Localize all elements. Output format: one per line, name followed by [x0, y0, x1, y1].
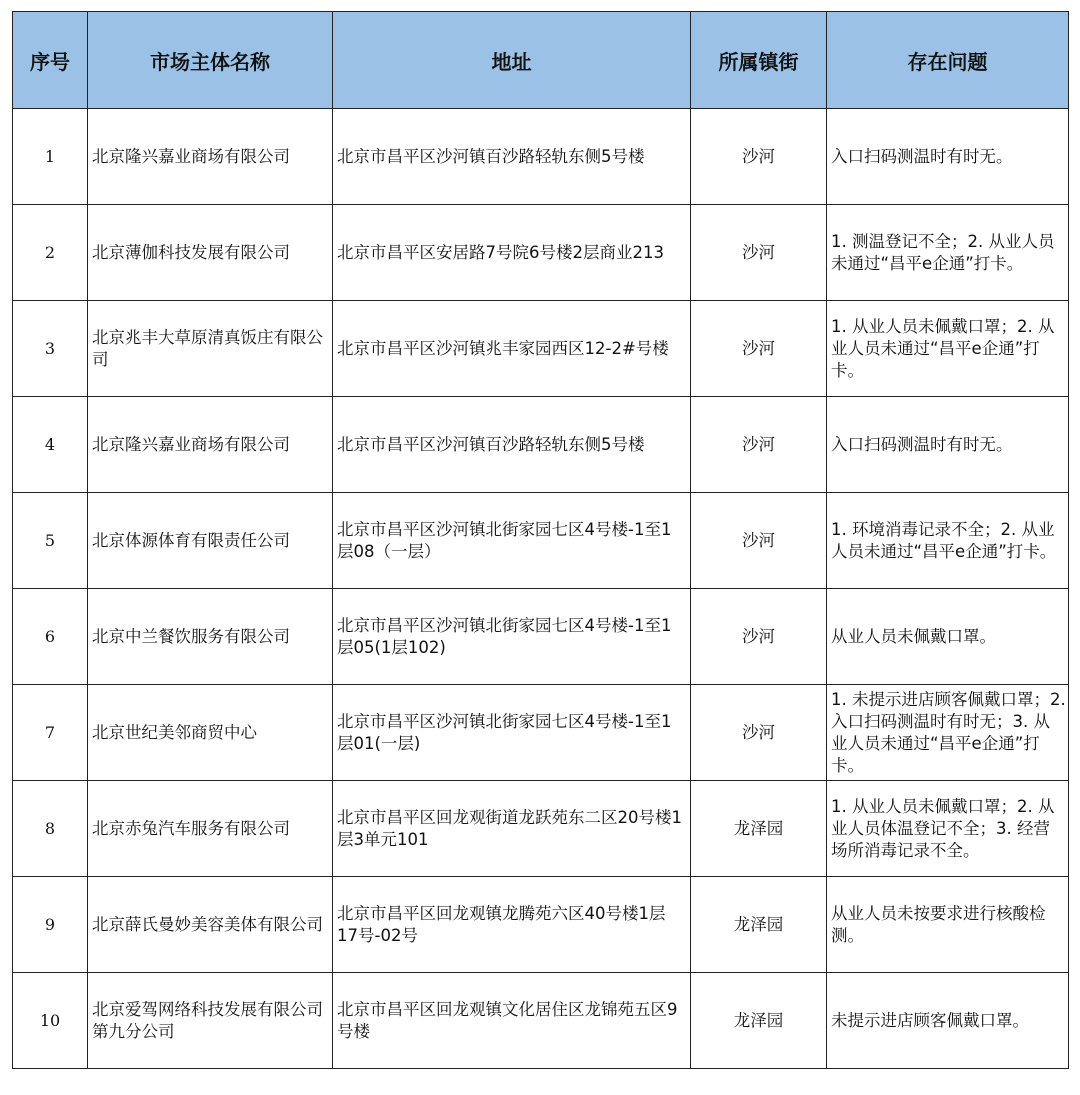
cell-address: 北京市昌平区沙河镇百沙路轻轨东侧5号楼	[333, 397, 691, 493]
cell-issue: 1. 测温登记不全；2. 从业人员未通过“昌平e企通”打卡。	[827, 205, 1069, 301]
cell-issue: 1. 从业人员未佩戴口罩；2. 从业人员未通过“昌平e企通”打卡。	[827, 301, 1069, 397]
table-row	[13, 493, 1069, 589]
table-row	[13, 685, 1069, 781]
cell-town: 龙泽园	[691, 973, 827, 1069]
cell-town: 沙河	[691, 109, 827, 205]
inspection-table	[12, 11, 1069, 1069]
cell-address: 北京市昌平区沙河镇兆丰家园西区12-2#号楼	[333, 301, 691, 397]
header-row	[13, 12, 1069, 109]
cell-name: 北京世纪美邻商贸中心	[88, 685, 333, 781]
table-row	[13, 781, 1069, 877]
cell-no: 1	[13, 109, 88, 205]
cell-address: 北京市昌平区回龙观镇龙腾苑六区40号楼1层17号-02号	[333, 877, 691, 973]
cell-name: 北京薛氏曼妙美容美体有限公司	[88, 877, 333, 973]
cell-issue: 1. 未提示进店顾客佩戴口罩；2. 入口扫码测温时有时无；3. 从业人员未通过“昌平e企通”打卡。	[827, 685, 1069, 781]
cell-address: 北京市昌平区回龙观镇文化居住区龙锦苑五区9号楼	[333, 973, 691, 1069]
cell-issue: 入口扫码测温时有时无。	[827, 397, 1069, 493]
cell-no: 2	[13, 205, 88, 301]
cell-name: 北京赤兔汽车服务有限公司	[88, 781, 333, 877]
cell-issue: 1. 从业人员未佩戴口罩；2. 从业人员体温登记不全；3. 经营场所消毒记录不全。	[827, 781, 1069, 877]
cell-address: 北京市昌平区回龙观街道龙跃苑东二区20号楼1层3单元101	[333, 781, 691, 877]
cell-town: 沙河	[691, 205, 827, 301]
table-row	[13, 205, 1069, 301]
cell-name: 北京薄伽科技发展有限公司	[88, 205, 333, 301]
cell-issue: 入口扫码测温时有时无。	[827, 109, 1069, 205]
header-town: 所属镇街	[691, 12, 827, 109]
table-row	[13, 397, 1069, 493]
table-row	[13, 877, 1069, 973]
cell-town: 沙河	[691, 589, 827, 685]
cell-name: 北京中兰餐饮服务有限公司	[88, 589, 333, 685]
cell-name: 北京隆兴嘉业商场有限公司	[88, 109, 333, 205]
table-row	[13, 973, 1069, 1069]
table-row	[13, 301, 1069, 397]
cell-no: 8	[13, 781, 88, 877]
cell-no: 3	[13, 301, 88, 397]
cell-no: 4	[13, 397, 88, 493]
cell-address: 北京市昌平区沙河镇北街家园七区4号楼-1至1层08（一层）	[333, 493, 691, 589]
cell-no: 9	[13, 877, 88, 973]
table-row	[13, 109, 1069, 205]
cell-name: 北京兆丰大草原清真饭庄有限公司	[88, 301, 333, 397]
cell-name: 北京体源体育有限责任公司	[88, 493, 333, 589]
cell-name: 北京爱驾网络科技发展有限公司第九分公司	[88, 973, 333, 1069]
header-no: 序号	[13, 12, 88, 109]
cell-no: 10	[13, 973, 88, 1069]
cell-address: 北京市昌平区沙河镇北街家园七区4号楼-1至1层01(一层)	[333, 685, 691, 781]
cell-address: 北京市昌平区沙河镇北街家园七区4号楼-1至1层05(1层102)	[333, 589, 691, 685]
cell-town: 沙河	[691, 397, 827, 493]
header-name: 市场主体名称	[88, 12, 333, 109]
cell-town: 沙河	[691, 493, 827, 589]
cell-issue: 从业人员未按要求进行核酸检测。	[827, 877, 1069, 973]
header-address: 地址	[333, 12, 691, 109]
table-row	[13, 589, 1069, 685]
cell-issue: 1. 环境消毒记录不全；2. 从业人员未通过“昌平e企通”打卡。	[827, 493, 1069, 589]
cell-name: 北京隆兴嘉业商场有限公司	[88, 397, 333, 493]
cell-town: 沙河	[691, 301, 827, 397]
cell-issue: 未提示进店顾客佩戴口罩。	[827, 973, 1069, 1069]
cell-no: 5	[13, 493, 88, 589]
cell-no: 6	[13, 589, 88, 685]
cell-no: 7	[13, 685, 88, 781]
cell-address: 北京市昌平区安居路7号院6号楼2层商业213	[333, 205, 691, 301]
cell-town: 龙泽园	[691, 781, 827, 877]
cell-issue: 从业人员未佩戴口罩。	[827, 589, 1069, 685]
cell-address: 北京市昌平区沙河镇百沙路轻轨东侧5号楼	[333, 109, 691, 205]
header-issue: 存在问题	[827, 12, 1069, 109]
cell-town: 龙泽园	[691, 877, 827, 973]
cell-town: 沙河	[691, 685, 827, 781]
